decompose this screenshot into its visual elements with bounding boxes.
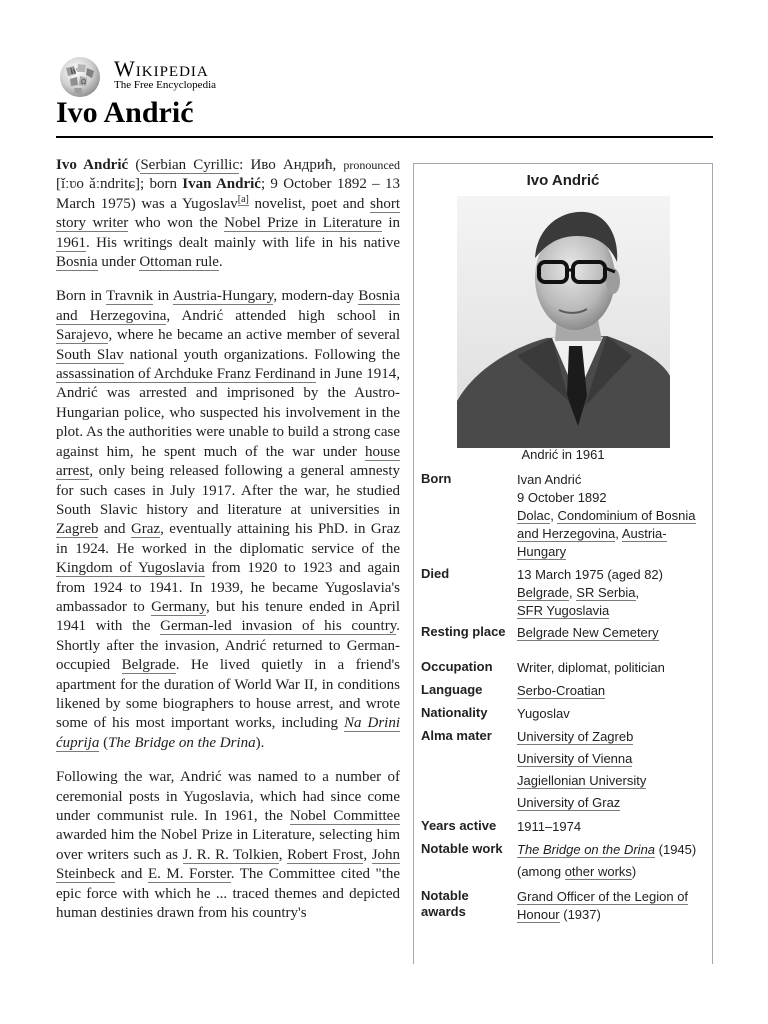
link-1961[interactable]: 1961 <box>56 234 86 251</box>
infobox-label-nationality: Nationality <box>421 705 488 720</box>
link-serbo-croatian[interactable]: Serbo-Croatian <box>517 683 606 698</box>
svg-text:W: W <box>70 68 78 76</box>
link-bosnia[interactable]: Bosnia <box>56 254 98 271</box>
link-university-vienna[interactable]: University of Vienna <box>517 751 633 766</box>
link-sr-serbia[interactable]: SR Serbia <box>576 585 636 600</box>
bridge-on-the-drina-title: The Bridge on the Drina <box>108 734 256 751</box>
link-serbian-cyrillic[interactable]: Serbian Cyrillic <box>140 157 240 173</box>
footnote-a[interactable]: [a] <box>237 193 249 205</box>
infobox-value-resting-place <box>517 624 707 642</box>
link-ottoman-rule[interactable]: Ottoman rule <box>139 254 219 271</box>
infobox-value-notable-awards: Grand Officer of the Legion of Honour (1937) <box>517 889 689 922</box>
infobox-label-years-active: Years active <box>421 818 497 833</box>
subject-name: Ivo Andrić <box>56 157 129 173</box>
portrait-caption: Andrić in 1961 <box>521 447 605 462</box>
site-header <box>56 54 716 98</box>
link-belgrade-new-cemetery[interactable]: Belgrade New Cemetery <box>517 625 659 640</box>
infobox-label-notable-awards: Notable awards <box>421 888 469 919</box>
born-name: Ivan Andrić <box>517 472 582 487</box>
infobox-value-died: 13 March 1975 (aged 82) Belgrade, SR Serbia, SFR Yugoslavia <box>517 566 707 620</box>
infobox-label-died: Died <box>421 566 450 581</box>
link-austria-hungary[interactable]: Austria-Hungary <box>172 288 274 305</box>
link-robert-frost[interactable]: Robert Frost <box>287 846 364 863</box>
link-na-drini-cuprija[interactable]: Na Drini ćuprija <box>56 715 400 751</box>
wikipedia-wordmark[interactable]: Wikipedia <box>114 56 209 81</box>
link-house-arrest[interactable]: house arrest <box>56 443 400 480</box>
link-german-invasion[interactable]: German-led invasion of his country <box>160 618 397 635</box>
link-bosnia-herzegovina[interactable]: Bosnia and Herzegovina <box>56 288 400 324</box>
infobox-label-notable-work: Notable work <box>421 841 503 856</box>
wikipedia-globe-logo[interactable] <box>56 54 104 98</box>
paragraph-3: Following the war, Andrić was named to a number of ceremonial posts in Yugoslavia, which had since come under communist rule. In 1961, the Nobel Committee awarded him the Nobel Prize in Literature, selecting him over writers such as J. R. R. Tolkien, Robert Frost, John Steinbeck and E. M. Forster. The Committee cited "the epic force with which he ... traced themes and depicted human destinies drawn from his country's <box>56 769 401 922</box>
link-other-works[interactable]: other works <box>564 864 632 879</box>
born-date: 9 October 1892 <box>517 490 607 505</box>
link-sarajevo[interactable]: Sarajevo <box>56 327 109 344</box>
infobox-label-alma-mater: Alma mater <box>421 728 492 743</box>
link-condominium[interactable]: Condominium of Bosnia and Herzegovina <box>517 508 696 541</box>
svg-text:Ω: Ω <box>81 79 86 86</box>
infobox-title: Ivo Andrić <box>526 172 600 189</box>
link-john-steinbeck[interactable]: John Steinbeck <box>56 846 401 883</box>
link-south-slav[interactable]: South Slav <box>56 346 124 363</box>
link-nobel-committee[interactable]: Nobel Committee <box>289 808 400 824</box>
link-graz[interactable]: Graz <box>130 521 161 538</box>
birth-name: Ivan Andrić <box>182 176 261 193</box>
link-belgrade[interactable]: Belgrade <box>121 657 176 674</box>
infobox-value-language <box>517 682 707 700</box>
link-germany[interactable]: Germany <box>151 598 206 615</box>
link-tolkien[interactable]: J. R. R. Tolkien <box>182 846 279 863</box>
lead-paragraph: Ivo Andrić (Serbian Cyrillic: Иво Андрић, pronounced [ǐːʋo ǎːndritɕ]; born Ivan Andrić; 9 October 1892 – 13 March 1975) was a Yugoslav[a] novelist, poet and short story writer who won the Nobel Prize in Literature in 1961. His writings dealt mainly with life in his native Bosnia under Ottoman rule. <box>56 157 401 271</box>
link-austria-hungary-infobox[interactable]: Austria-Hungary <box>517 526 667 559</box>
infobox-value-alma-mater <box>517 728 707 816</box>
link-em-forster[interactable]: E. M. Forster <box>147 866 231 883</box>
infobox-label-born: Born <box>421 471 452 486</box>
link-belgrade-infobox[interactable]: Belgrade <box>517 585 570 600</box>
link-university-zagreb[interactable]: University of Zagreb <box>517 729 634 744</box>
infobox-value-born: Ivan Andrić 9 October 1892 Dolac, Condominium of Bosnia and Herzegovina, Austria-Hungary <box>517 471 707 561</box>
link-dolac[interactable]: Dolac <box>517 508 551 523</box>
link-jagiellonian-university[interactable]: Jagiellonian University <box>517 773 647 788</box>
link-university-graz[interactable]: University of Graz <box>517 795 621 810</box>
page-title: Ivo Andrić <box>56 96 194 129</box>
link-bridge-on-the-drina[interactable]: The Bridge on the Drina <box>517 842 656 857</box>
link-zagreb[interactable]: Zagreb <box>56 521 99 538</box>
link-legion-of-honour[interactable]: Grand Officer of the Legion of Honour <box>517 889 689 922</box>
link-assassination[interactable]: assassination of Archduke Franz Ferdinand <box>56 366 316 383</box>
infobox-value-occupation: Writer, diplomat, politician <box>517 660 665 675</box>
infobox-label-occupation: Occupation <box>421 659 493 674</box>
infobox-value-years-active: 1911–1974 <box>517 819 582 834</box>
infobox-value-notable-work: The Bridge on the Drina (1945) (among other works) <box>517 842 697 879</box>
died-date: 13 March 1975 (aged 82) <box>517 567 663 582</box>
infobox-label-resting-place: Resting place <box>421 624 506 639</box>
link-short-story-writer[interactable]: short story writer <box>56 195 400 232</box>
infobox-value-nationality: Yugoslav <box>517 706 570 721</box>
link-kingdom-of-yugoslavia[interactable]: Kingdom of Yugoslavia <box>56 560 205 577</box>
link-travnik[interactable]: Travnik <box>106 288 154 305</box>
article-body <box>56 156 400 938</box>
portrait-photo[interactable] <box>457 196 670 448</box>
link-sfr-yugoslavia[interactable]: SFR Yugoslavia <box>517 603 610 618</box>
link-nobel-prize[interactable]: Nobel Prize in Literature <box>224 215 382 232</box>
wikipedia-tagline: The Free Encyclopedia <box>114 79 217 91</box>
infobox-label-language: Language <box>421 682 483 697</box>
pronounced-label: pronounced <box>343 158 401 172</box>
infobox <box>413 163 713 964</box>
paragraph-2: Born in Travnik in Austria-Hungary, modern-day Bosnia and Herzegovina, Andrić attended high school in Sarajevo, where he became an active member of several South Slav national youth organizations. Following the assassination of Archduke Franz Ferdinand in June 1914, Andrić was arrested and imprisoned by the Austro-Hungarian police, who suspected his involvement in the plot. As the authorities were unable to build a strong case against him, he spent much of the war under house arrest, only being released following a general amnesty for such cases in July 1917. After the war, he studied South Slavic history and literature at universities in Zagreb and Graz, eventually attaining his PhD. in Graz in 1924. He worked in the diplomatic service of the Kingdom of Yugoslavia from 1920 to 1923 and again from 1924 to 1941. In 1939, he became Yugoslavia's ambassador to Germany, but his tenure ended in April 1941 with the German-led invasion of his country. Shortly after the invasion, Andrić returned to German-occupied Belgrade. He lived quietly in a friend's apartment for the duration of World War II, in conditions likened by some biographers to house arrest, and wrote some of his most important works, including Na Drini ćuprija (The Bridge on the Drina). <box>56 288 401 751</box>
title-divider <box>56 136 713 138</box>
